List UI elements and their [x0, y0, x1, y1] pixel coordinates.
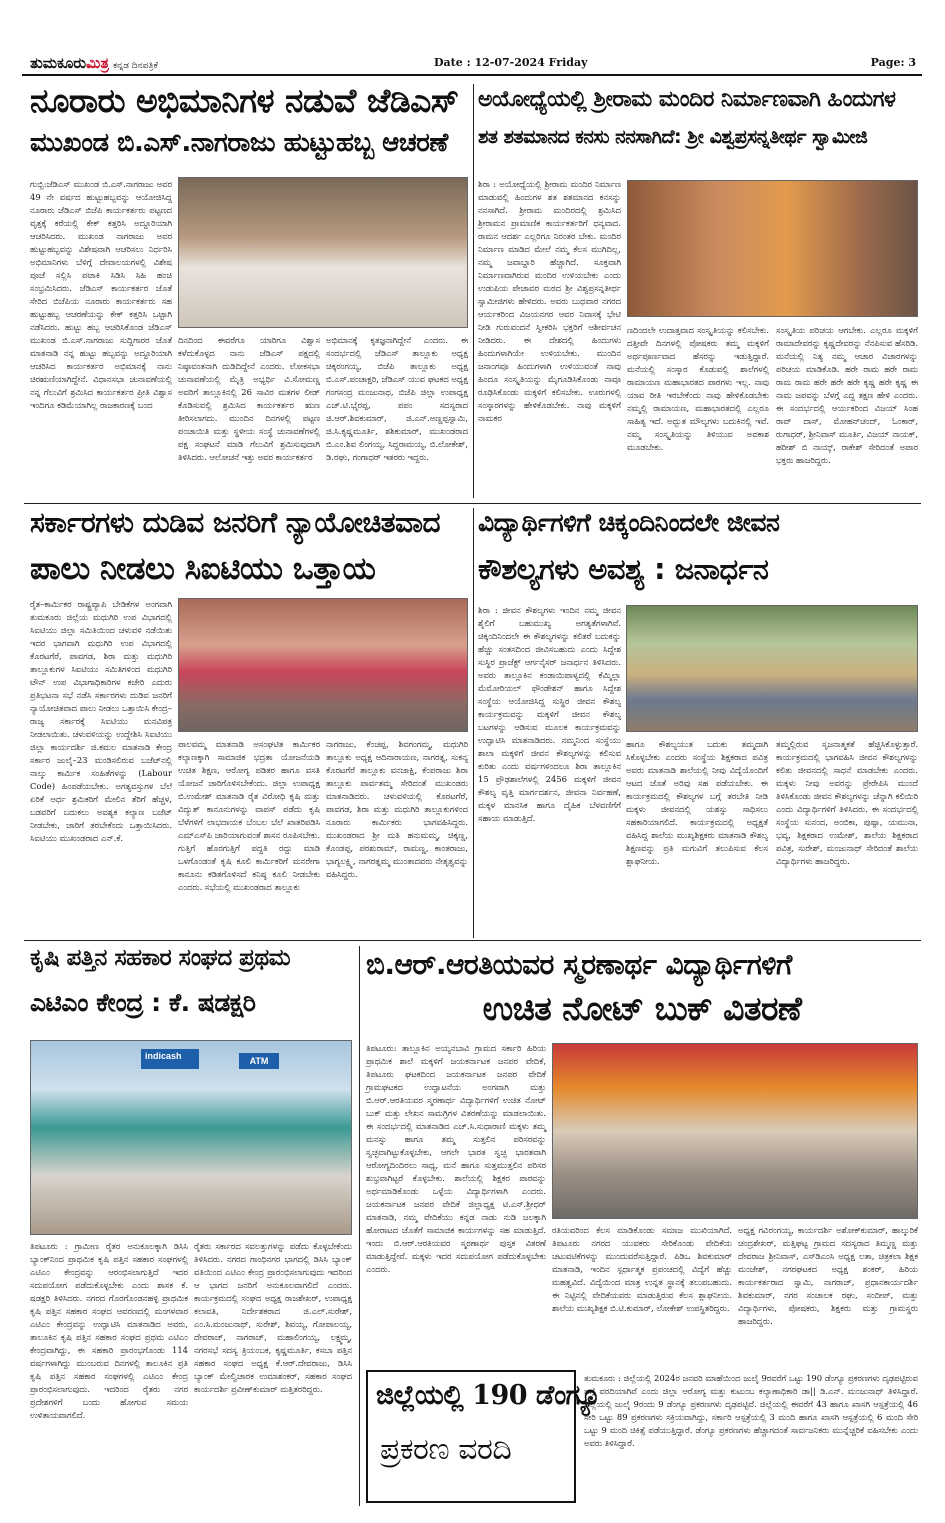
newspaper-logo: ತುಮಕೂರುಮಿತ್ರ ಕನ್ನಡ ದಿನಪತ್ರಿಕೆ: [30, 54, 158, 72]
a3-headline-line1: ಸರ್ಕಾರಗಳು ದುಡಿವ ಜನರಿಗೆ ನ್ಯಾಯೋಚಿತವಾದ: [30, 506, 441, 539]
a1-photo-birthday-celebration: [178, 177, 468, 328]
a1-column-right: ಅಭಿಮಾನಕ್ಕೆ ಕೃತಜ್ಞನಾಗಿದ್ದೇನೆ ಎಂದರು. ಈ ಸಂದರ್ಭದಲ್ಲಿ ಜೆಡಿಎಸ್ ತಾಲ್ಲೂಕು ಅಧ್ಯಕ್ಷ ಚಿಕ್ಕರಂಗಯ್ಯ, ಬಿಜೆಪಿ ತಾಲ್ಲೂಕು ಅಧ್ಯಕ್ಷ ಬಿ.ಎಸ್.ಪಂಚಾಕ್ಷರಿ, ಜೆಡಿಎಸ್ ಯುವ ಘಟಕದ ಅಧ್ಯಕ್ಷ ಗಂಗಸಂದ್ರ ಮಂಜುನಾಥ, ಬಿಜೆಪಿ ಜಿಲ್ಲಾ ಉಪಾಧ್ಯಕ್ಷ ಎಚ್.ಟಿ.ಭೈರಪ್ಪ, ಪಪಂ ಸದಸ್ಯರಾದ ಜಿ.ಆರ್.ಶಿವಕುಮಾರ್, ಜಿ.ಎನ್.ಅಣ್ಣಪ್ಪಸ್ವಾಮಿ, ಜಿ.ಸಿ.ಕೃಷ್ಣಮೂರ್ತಿ, ಶಶಿಕುಮಾರ್, ಮುಖಂಡರಾದ ಬಿ.ಎಂ.ಶಿವ ಲಿಂಗಯ್ಯ, ಸಿದ್ದರಾಮಯ್ಯ, ಬಿ.ಲೋಕೇಶ್, ಡಿ.ರಘು, ಗಂಗಾಧರ್ ಇತರರು ಇದ್ದರು.: [326, 335, 468, 463]
masthead: [22, 52, 922, 76]
a5-headline-line2: ಎಟಿಎಂ ಕೇಂದ್ರ : ಕೆ. ಷಡಕ್ಷರಿ: [30, 988, 256, 1017]
a6-headline-line2: ಉಚಿತ ನೋಟ್ ಬುಕ್ ವಿತರಣೆ: [482, 989, 802, 1028]
a3-column-middle: ಪಾಲವಮ್ಮ ಮಾತನಾಡಿ ಅಸಂಘಟಿತ ಕಾರ್ಮಿಕರ ಕಲ್ಯಾಣಕ್ಕಾಗಿ ಸಾಮಾಜಿಕ ಭದ್ರತಾ ಯೋಜನೆಯಡಿ ಉಚಿತ ಶಿಕ್ಷಣ, ಆರೋಗ್ಯ ಪಡಿತರ ಹಾಗೂ ವಸತಿ ಯೋಜನೆ ಜಾರಿಗೊಳಿಸಬೇಕೆಂದು. ಜಿಲ್ಲಾ ಉಪಾಧ್ಯಕ್ಷ ಬಿ.ಉಮೇಶ್ ಮಾತನಾಡಿ ರೈತ ವಿರೋಧಿ ಕೃಷಿ ಮತ್ತು ವಿದ್ಯುತ್ ಕಾನೂನುಗಳನ್ನು ವಾಪಸ್ ಪಡೆದು ಕೃಷಿ ಬೆಳೆಗಳಿಗೆ ಲಾಭದಾಯಕ ಬೆಂಬಲ ಬೆಲೆ ಖಾತರಿಪಡಿಸಿ ಎಮ್‌ಎಸ್‌ಪಿ ಜಾರಿಯಾಗುವಂತೆ ಶಾಸನ ರೂಪಿಸಬೇಕು. ಗುತ್ತಿಗೆ ಹೊರಗುತ್ತಿಗೆ ಪದ್ಧತಿ ರದ್ದು ಮಾಡಿ ಒಳಗೊಂಡಂತೆ ಕೃಷಿ ಕೂಲಿ ಕಾರ್ಮಿಕರಿಗೆ ಮನರೇಗಾ ಕಾನೂನು ಕಡಿತಗೊಳಿಸದೆ ಕನಿಷ್ಠ ಕೂಲಿ ನೀಡಬೇಕು ಎಂದರು. ಸಭೆಯಲ್ಲಿ ಮುಖಂಡರಾದ ತಾಲ್ಲೂಕು: [178, 739, 320, 893]
a3-headline-line2: ಪಾಲು ನೀಡಲು ಸಿಐಟಿಯು ಒತ್ತಾಯ: [30, 551, 376, 587]
a1-headline-line2: ಮುಖಂಡ ಬಿ.ಎಸ್.ನಾಗರಾಜು ಹುಟ್ಟುಹಬ್ಬ ಆಚರಣೆ: [30, 128, 448, 158]
a3-column-right: ನಾಗರಾಜು, ಕೆಂಚಪ್ಪ, ಶಿವಗಂಗಮ್ಮ, ಮಧುಗಿರಿ ತಾಲ್ಲೂಕು ಅಧ್ಯಕ್ಷ ಆದಿನಾರಾಯಣ, ನಾಗರತ್ನ, ಸುಕನ್ಯ ಕೊರಟಗೆರೆ ತಾಲ್ಲೂಕು ವನಜಾಕ್ಷಿ, ಕೆಂಪರಾಜು ಶಿರಾ ತಾಲ್ಲೂಕು ಪಾರ್ವತಮ್ಮ ಸೇರಿದಂತೆ ಮುಖಂಡರು ಮಾತನಾಡಿದರು. ಚಳುವಳಿಯಲ್ಲಿ ಕೊರಟಗೆರೆ, ಪಾವಗಡ, ಶಿರಾ ಮತ್ತು ಮಧುಗಿರಿ ತಾಲ್ಲೂಕುಗಳಿಂದ ನೂರಾರು ಕಾರ್ಮಿಕರು ಭಾಗವಹಿಸಿದ್ದರು. ಮುಖಂಡರಾದ ಶ್ರೀ ಮತಿ ಹನುಮಮ್ಮ, ಚಿಕ್ಕಣ್ಣ, ಕೊಂಡಪ್ಪ, ಪರಶುರಾಮ್, ರಾಮಣ್ಣ, ಕಾಂತರಾಜು, ಭಾಗ್ಯಲಕ್ಷ್ಮಿ, ನಾಗರತ್ನಮ್ಮ ಮುಂತಾದವರು ನೇತೃತ್ವವನ್ನು ವಹಿಸಿದ್ದರು.: [326, 739, 468, 880]
a7-headline-line2: ಪ್ರಕರಣ ವರದಿ: [380, 1432, 512, 1467]
a5-photo-atm-inauguration: [30, 1040, 352, 1235]
tagline: ಕನ್ನಡ ದಿನಪತ್ರಿಕೆ: [112, 61, 158, 71]
a4-column-left: ಶಿರಾ : ಜೀವನ ಕೌಶಲ್ಯಗಳು ಇಂದಿನ ನಮ್ಮ ಜೀವನ ಶೈಲಿಗೆ ಬಹುಮುಖ್ಯ ಅಗತ್ಯತೆಗಳಾಗಿವೆ. ಚಿಕ್ಕಂದಿನಿಂದಲೇ ಈ ಕೌಶಲ್ಯಗಳನ್ನು ಕಲಿತರೆ ಬದುಕನ್ನು ಹೆಚ್ಚು ಸಂತಸದಿಂದ ಜೀವಿಸಬಹುದು ಎಂದು ಸಿದ್ದೇಶ ಸುಸ್ಥಿರ ಪ್ರಾಜೆಕ್ಟ್ ಆರ್ಗನೈಸರ್ ಜನಾರ್ಧನ ತಿಳಿಸಿದರು. ಅವರು ತಾಲ್ಲೂಕಿನ ಕಂಡಾಯಿಪಾಳ್ಯದಲ್ಲಿ ಕೆಮ್ಮಿಲ್ಲಾ ಮೆಮೋರಿಯಲ್ ಫೌಂಡೇಶನ್ ಹಾಗೂ ಸಿದ್ದೇಶ ಸಂಸ್ಥೆಯ ಆಯೋಜಿಸಿದ್ದ ಸುಸ್ಥಿರ ಜೀವನ ಕೌಶಲ್ಯ ಕಾರ್ಯಕ್ರಮವನ್ನು ಮಕ್ಕಳಿಗೆ ಜೀವನ ಕೌಶಲ್ಯ ಬಟಗಳನ್ನು ಆಡಿಸುವ ಮೂಲಕ ಕಾರ್ಯಕ್ರಮವನ್ನು ಉದ್ಘಾಟಿಸಿ ಮಾತನಾಡಿದರು. ನಮ್ಮನಿಂದ ಸಂಸ್ಥೆಯು ಶಾಲಾ ಮಕ್ಕಳಿಗೆ ಜೀವನ ಕೌಶಲ್ಯಗಳನ್ನು ಕಲಿಸುವ ಕುರಿತು ಎಂದು ವರ್ಷಗಳಿಂದಲೂ ಶಿರಾ ತಾಲ್ಲೂಕಿನ 15 ಪ್ರೌಢಶಾಲೆಗಳಲ್ಲಿ 2456 ಮಕ್ಕಳಿಗೆ ಜೀವನ ಕೌಶಲ್ಯ ವೃತ್ತಿ ಮಾರ್ಗದರ್ಶನ, ಜೀವನಾ ನಿರ್ವಹಣೆ, ಮಕ್ಕಳ ಮಾನಸಿಕ ಹಾಗೂ ದೈಹಿಕ ಬೆಳವಣಿಗೆಗೆ ಸಹಾಯ ಮಾಡುತ್ತಿದೆ.: [478, 605, 621, 824]
page-number: Page: 3: [870, 56, 916, 69]
indicash-sign: indicash: [141, 1049, 199, 1069]
a6-column-left: ತಿಪಟೂರು: ತಾಲ್ಲೂಕಿನ ಅಯ್ಯನಬಾವಿ ಗ್ರಾಮದ ಸರ್ಕಾರಿ ಹಿರಿಯ ಪ್ರಾಥಮಿಕ ಶಾಲೆ ಮಕ್ಕಳಿಗೆ ಜಯಕರ್ನಾಟಕ ಜನಪರ ವೇದಿಕೆ, ತಿಪಟೂರು ಘಟಕದಿಂದ ಜಯಕರ್ನಾಟಕ ಜನಪರ ವೇದಿಕೆ ಗ್ರಾಮಘಟಕದ ಉದ್ಘಾಟನೆಯ ಅಂಗವಾಗಿ ಮತ್ತು ಬಿ.ಆರ್.ಆರತಿಯವರ ಸ್ಮರಣಾರ್ಥ ವಿದ್ಯಾರ್ಥಿಗಳಿಗೆ ಉಚಿತ ನೋಟ್ ಬುಕ್ ಮತ್ತು ಲೇಖನ ಸಾಮಗ್ರಿಗಳ ವಿತರಣೆಯನ್ನು ಮಾಡಲಾಯಿತು. ಈ ಸಂದರ್ಭದಲ್ಲಿ ಮಾತನಾಡಿದ ಎಚ್.ಸಿ.ಸುಧಾರಾಣಿ ಮಕ್ಕಳು ತಮ್ಮ ಮನಸ್ಸು ಹಾಗೂ ತಮ್ಮ ಸುತ್ತಲಿನ ಪರಿಸರವನ್ನು ಸ್ವಚ್ಛವಾಗಿಟ್ಟುಕೊಳ್ಳಬೇಕು, ಆಗಲೇ ಭಾರತ ಸ್ವಚ್ಛ ಭಾರತವಾಗಿ ಆರೋಗ್ಯದಿಂದಿರಲು ಸಾಧ್ಯ, ಮನೆ ಹಾಗೂ ಸುತ್ತಮುತ್ತಲಿನ ಪರಿಸರ ಶುಭ್ರವಾಗಿಟ್ಟರೆ ಕೊಳ್ಳಬೇಕು. ಶಾಲೆಯಲ್ಲಿ ಶಿಕ್ಷಕರ ಪಾಠವನ್ನು ಅರ್ಥಮಾಡಿಕೊಂಡು ಒಳ್ಳೆಯ ವಿದ್ಯಾರ್ಥಿಗಳಾಗಿ ಎಂದರು. ಜಯಕರ್ನಾಟಕ ಜನಪರ ವೇದಿಕೆ ಜಿಲ್ಲಾಧ್ಯಕ್ಷ ಟಿ.ಎಸ್.ಶ್ರೀಧರ್ ಮಾತನಾಡಿ, ನಮ್ಮ ವೇದಿಕೆಯು ಕನ್ನಡ ನಾಡು ನುಡಿ ಜಲಕ್ಕಾಗಿ ಹೋರಾಟದ ಜೊತೆಗೆ ಸಾಮಾಜಿಕ ಕಾರ್ಯಗಳನ್ನು ಸಹ ಮಾಡುತ್ತಿದೆ. ಇಂದು ಬಿ.ಆರ್.ಆರತಿಯವರ ಸ್ಮರಣಾರ್ಥ ಪುಸ್ತಕ ವಿತರಣೆ ಮಾಡುತ್ತಿದ್ದೇವೆ. ಮಕ್ಕಳು ಇದರ ಸದುಪಯೋಗ ಪಡೆದುಕೊಳ್ಳಬೇಕು ಎಂದರು.: [366, 1043, 546, 1275]
a2-column-middle: ಣದಿಂದಲೇ ಉದಾತ್ತವಾದ ಸಂಸ್ಕೃತಿಯನ್ನು ಕಲಿಸಬೇಕು. ದತ್ತೀವೇ ದಿನಗಳಲ್ಲಿ ಪೋಷಕರು ತಮ್ಮ ಮಕ್ಕಳಿಗೆ ಅರ್ಥಪೂರ್ಣವಾದ ಹೆಸರನ್ನು ಇಡುತ್ತಿದ್ದಾರೆ. ಮನೆಯಲ್ಲಿ ಸಂಸ್ಕಾರ ಕೊಡುವಲ್ಲಿ ಶಾಲೆಗಳಲ್ಲಿ ರಾಮಾಯಣ ಮಹಾಭಾರತದ ಪಾಠಗಳು ಇಲ್ಲ. ನಾವು ಯಾವ ರೀತಿ ಇರಬೇಕೆಂದು ನಾವು ಹೇಳಿಕೊಡಬೇಕು ನಮ್ಮಲ್ಲಿ ರಾಮಾಯಣ, ಮಹಾಭಾರತದಲ್ಲಿ ಎಲ್ಲರೂ ಸಾಹಿತ್ಯ ಇದೆ. ಅದ್ಭುತ ಮೌಲ್ಯಗಳು ಬದುಕಿನಲ್ಲಿ ಇವೆ. ನಮ್ಮ ಸಂಸ್ಕೃತಿಯನ್ನು ತಿಳಿಯುವ ಅವಕಾಶ ಮೂಡಬೇಕು.: [627, 325, 769, 453]
a1-column-left: ಗುಬ್ಬಿ:ಜೆಡಿಎಸ್ ಮುಖಂಡ ಬಿ.ಎಸ್.ನಾಗರಾಜು ಅವರ 49 ನೇ ವರ್ಷದ ಹುಟ್ಟುಹಬ್ಬವನ್ನು ಆಯೋಜಿಸಿದ್ದ ನೂರಾರು ಜೆಡಿಎಸ್ ಬಿಜೆಪಿ ಕಾರ್ಯಕರ್ತರು ಪಟ್ಟಣದ ವೃತ್ತಕ್ಕೆ ಕರೆಯಲ್ಲಿ ಕೇಕ್ ಕತ್ತರಿಸಿ ಅದ್ದೂರಿಯಾಗಿ ಆಚರಿಸಿದರು. ಮುಖಂಡ ನಾಗರಾಜು ಅವರ ಹುಟ್ಟುಹಬ್ಬವನ್ನು ವಿಶೇಷವಾಗಿ ಆಚರಿಸಲು ನಿರ್ಧರಿಸಿ ಅಭಿಮಾನಿಗಳು ಬೆಳಿಗ್ಗೆ ದೇವಾಲಯಗಳಲ್ಲಿ ವಿಶೇಷ ಪೂಜೆ ಸಲ್ಲಿಸಿ ಪಟಾಕಿ ಸಿಡಿಸಿ ಸಿಹಿ ಹಂಚಿ ಸಂಭ್ರಮಿಸಿದರು. ಜೆಡಿಎಸ್ ಕಾರ್ಯಕರ್ತರ ಜೊತೆ ಸೇರಿದ ಬಿಜೆಪಿಯ ನೂರಾರು ಕಾರ್ಯಕರ್ತರು ಸಹ ಹುಟ್ಟುಹಬ್ಬ ಆಚರಣೆಯನ್ನು ಕೇಕ್ ಕತ್ತರಿಸಿ ಒಟ್ಟಾಗಿ ನಡೆಸಿದರು. ಹುಟ್ಟು ಹಬ್ಬ ಆಚರಿಸಿಕೊಂಡ ಜೆಡಿಎಸ್ ಮುಖಂಡ ಬಿ.ಎಸ್.ನಾಗರಾಜು ಸುದ್ದಿಗಾರರ ಜೊತೆ ಮಾತನಾಡಿ ನನ್ನ ಹುಟ್ಟು ಹಬ್ಬವನ್ನು ಅದ್ದೂರಿಯಾಗಿ ಆಚರಿಸಿದ ಕಾರ್ಯಕರ್ತರ ಅಭಿಮಾನಕ್ಕೆ ನಾನು ಚಿರಋಣಿಯಾಗಿದ್ದೇನೆ. ವಿಧಾನಸಭಾ ಚುನಾವಣೆಯಲ್ಲಿ ನನ್ನ ಗೆಲುವಿಗೆ ಶ್ರಮಿಸಿದ ಕಾರ್ಯಕರ್ತರ ಪ್ರೀತಿ ವಿಶ್ವಾಸ ಇಂದಿಗೂ ಕಡಿಮೆಯಾಗಿಲ್ಲ ರಾಜಕಾರಣಕ್ಕೆ ಬಂದ: [30, 179, 172, 411]
a7-headline-line1: ಜಿಲ್ಲೆಯಲ್ಲಿ 190 ಡೆಂಗ್ಯೂ: [376, 1380, 601, 1411]
a5-column-left: ತಿಪಟೂರು : ಗ್ರಾಮೀಣ ರೈತರ ಅನುಕೂಲಕ್ಕಾಗಿ ಡಿಸಿಸಿ ಬ್ಯಾಂಕ್‌ನಿಂದ ಪ್ರಾಥಮಿಕ ಕೃಷಿ ಪತ್ತಿನ ಸಹಕಾರ ಸಂಘಗಳಲ್ಲಿ ಎಟಿಎಂ ಕೇಂದ್ರವನ್ನು ಆರಂಭಿಸಲಾಗುತ್ತಿದೆ ಇದರ ಸದುಪಯೋಗ ಪಡೆದುಕೊಳ್ಳಬೇಕು ಎಂದು ಶಾಸಕ ಕೆ. ಷಡಕ್ಷರಿ ತಿಳಿಸಿದರು. ನಗರದ ಗೊರಗೊಂಡನಹಳ್ಳಿ ಪ್ರಾಥಮಿಕ ಕೃಷಿ ಪತ್ತಿನ ಸಹಕಾರ ಸಂಘದ ಆವರಣದಲ್ಲಿ ಮಂಗಳವಾರ ಎಟಿಎಂ ಕೇಂದ್ರವನ್ನು ಉದ್ಘಾಟಿಸಿ ಮಾತನಾಡಿದ ಅವರು, ತಾಲೂಕಿನ ಕೃಷಿ ಪತ್ತಿನ ಸಹಕಾರ ಸಂಘದ ಪ್ರಥಮ ಎಟಿಎಂ ಕೇಂದ್ರವಾಗಿದ್ದು, ಈ ಸಹಕಾರಿ ಪ್ರಾರಂಭಗೊಂಡು 114 ವರ್ಷಗಳಾಗಿದ್ದು ಮುಂಬರುವ ದಿನಗಳಲ್ಲಿ ತಾಲೂಕಿನ ಪ್ರತಿ ಕೃಷಿ ಪತ್ತಿನ ಸಹಕಾರ ಸಂಘಗಳಲ್ಲಿ ಎಟಿಎಂ ಕೇಂದ್ರ ಪ್ರಾರಂಭಿಸಲಾಗುವುದು. ಇದರಿಂದ ರೈತರು ನಗರ ಪ್ರದೇಶಗಳಿಗೆ ಬಂದು ಹೋಗುವ ಸಮಯ ಉಳಿತಾಯವಾಗಲಿದೆ.: [30, 1241, 188, 1421]
row-divider-2: [24, 940, 921, 941]
issue-date: Date : 12-07-2024 Friday: [434, 56, 588, 69]
column-divider-middle: [473, 508, 474, 938]
masthead-rule: [22, 74, 922, 76]
a4-headline-line2: ಕೌಶಲ್ಯಗಳು ಅವಶ್ಯ : ಜನಾರ್ಧನ: [478, 552, 769, 586]
a6-photo-notebook-distribution: [552, 1043, 918, 1219]
a4-photo-students-group: [626, 605, 918, 732]
a4-column-middle: ಹಾಗೂ ಕೌಶಲ್ಯಯುತ ಬದುಕು ತಮ್ಮದಾಗಿ ಸಿಕೊಳ್ಳಬೇಕು ಎಂದರು ಸಂಸ್ಥೆಯ ಶಿಕ್ಷಕರಾದ ಪವಿತ್ರ ಅವರು ಮಾತನಾಡಿ ಶಾಲೆಯಲ್ಲಿ ನೀವು ವಿದ್ಯೆಯೊಂದಿಗೆ ಆಟದ ಜೊತೆ ಅರಿವು ಸಹ ಪಡೆಯಬೇಕು. ಈ ಕಾರ್ಯಕ್ರಮದಲ್ಲಿ ಕೌಶಲ್ಯಗಳ ಬಗ್ಗೆ ತರಬೇತಿ ನೀಡಿ ಮಕ್ಕಳು ಜೀವನದಲ್ಲಿ ಯಶಸ್ಸು ಸಾಧಿಸಲು ಸಹಕಾರಿಯಾಗಲಿದೆ. ಕಾರ್ಯಕ್ರಮದಲ್ಲಿ ಅಧ್ಯಕ್ಷತೆ ವಹಿಸಿದ್ದ ಶಾಲೆಯ ಮುಖ್ಯಶಿಕ್ಷಕರು ಮಾತನಾಡಿ ಕೌಶಲ್ಯ ಶಿಕ್ಷಣವನ್ನು ಪ್ರತಿ ಮಗುವಿಗೆ ತಲುಪಿಸುವ ಕೆಲಸ ಶ್ಲಾಘನೀಯ.: [626, 739, 768, 867]
a3-photo-citu-protest: [178, 598, 468, 732]
a7-body: ತುಮಕೂರು : ಜಿಲ್ಲೆಯಲ್ಲಿ 2024ರ ಜನವರಿ ಮಾಹೆಯಿಂದ ಜುಲೈ 9ರವರೆಗೆ ಒಟ್ಟು 190 ಡೆಂಗ್ಯೂ ಪ್ರಕರಣಗಳು ದೃಢಪಟ್ಟಿರುವ ಬಗ್ಗೆ ವರದಿಯಾಗಿವೆ ಎಂದು ಜಿಲ್ಲಾ ಆರೋಗ್ಯ ಮತ್ತು ಕುಟುಂಬ ಕಲ್ಯಾಣಾಧಿಕಾರಿ ಡಾ|| ಡಿ.ಎನ್. ಮಂಜುನಾಥ್ ತಿಳಿಸಿದ್ದಾರೆ. ಜಿಲ್ಲೆಯಲ್ಲಿ ಜುಲೈ 9ರಂದು 9 ಡೆಂಗ್ಯೂ ಪ್ರಕರಣಗಳು ದೃಢಪಟ್ಟಿವೆ. ಜಿಲ್ಲೆಯಲ್ಲಿ ಈವರೆಗೆ 43 ಹಾಗೂ ಖಾಸಗಿ ಆಸ್ಪತ್ರೆಯಲ್ಲಿ 46 ಸೇರಿ ಒಟ್ಟು 89 ಪ್ರಕರಣಗಳು ಸಕ್ರಿಯವಾಗಿದ್ದು, ಸರ್ಕಾರಿ ಆಸ್ಪತ್ರೆಯಲ್ಲಿ 3 ಮಂದಿ ಹಾಗೂ ಖಾಸಗಿ ಆಸ್ಪತ್ರೆಯಲ್ಲಿ 6 ಮಂದಿ ಸೇರಿ ಒಟ್ಟು 9 ಮಂದಿ ಚಿಕಿತ್ಸೆ ಪಡೆಯುತ್ತಿದ್ದಾರೆ. ಡೆಂಗ್ಯೂ ಪ್ರಕರಣಗಳು ಹೆಚ್ಚಾಗದಂತೆ ಸಾರ್ವಜನಿಕರು ಮುನ್ನೆಚ್ಚರಿಕೆ ವಹಿಸಬೇಕು ಎಂದು ಅವರು ತಿಳಿಸಿದ್ದಾರೆ.: [584, 1373, 918, 1449]
a4-headline-line1: ವಿದ್ಯಾರ್ಥಿಗಳಿಗೆ ಚಿಕ್ಕಂದಿನಿಂದಲೇ ಜೀವನ: [478, 508, 780, 537]
a6-headline-line1: ಬಿ.ಆರ್.ಆರತಿಯವರ ಸ್ಮರಣಾರ್ಥ ವಿದ್ಯಾರ್ಥಿಗಳಿಗೆ: [366, 948, 792, 981]
a4-column-right: ತಮ್ಮಲ್ಲಿರುವ ಸೃಜನಾತ್ಮಕತೆ ಹೆಚ್ಚಿಸಿಕೊಳ್ಳುತ್ತಾರೆ. ಕಾರ್ಯಕ್ರಮದಲ್ಲಿ ಭಾಗವಹಿಸಿ ಜೀವನ ಕೌಶಲ್ಯಗಳನ್ನು ಕಲಿತು ಜೀವನದಲ್ಲಿ ಸಾಧನೆ ಮಾಡಬೇಕು ಎಂದರು. ಮಕ್ಕಳು ನೀವು ಅವರನ್ನು ಪ್ರೇರೇಪಿಸಿ ಮುಂದೆ ತಿಳಿಸಿಕೊಂಡು ಜೀವನ ಕೌಶಲ್ಯಗಳನ್ನು ಚೆನ್ನಾಗಿ ಕಲಿಯಿರಿ ಎಂದು ವಿದ್ಯಾರ್ಥಿಗಳಿಗೆ ತಿಳಿಸಿದರು. ಈ ಸಂದರ್ಭದಲ್ಲಿ ಸಂಸ್ಥೆಯ ಸುನಂದ, ಅಂಬಿಕಾ, ಪುಷ್ಪಾ, ಯಮುನಾ, ಭವ್ಯ, ಶಿಕ್ಷಕರಾದ ಉಮೇಶ್, ಶಾಲೆಯ ಶಿಕ್ಷಕರಾದ ಪವಿತ್ರ, ಸುರೇಶ್, ಮಂಜುನಾಥ್ ಸೇರಿದಂತೆ ಶಾಲೆಯ ವಿದ್ಯಾರ್ಥಿಗಳು ಹಾಜರಿದ್ದರು.: [776, 739, 918, 867]
row-divider-1: [24, 503, 921, 504]
a2-headline-line1: ಅಯೋಧ್ಯೆಯಲ್ಲಿ ಶ್ರೀರಾಮ ಮಂದಿರ ನಿರ್ಮಾಣವಾಗಿ ಹಿಂದುಗಳ: [478, 87, 896, 112]
a7-headline-box: [366, 1370, 601, 1503]
a5-headline-line1: ಕೃಷಿ ಪತ್ತಿನ ಸಹಕಾರ ಸಂಘದ ಪ್ರಥಮ: [30, 945, 291, 971]
atm-sign: ATM: [239, 1053, 279, 1069]
a5-column-right: ರೈತರು ಸರ್ಕಾರದ ಸವಲತ್ತುಗಳನ್ನು ಪಡೆದು ಕೊಳ್ಳಬೇಕೆಂದು ತಿಳಿಸಿದರು. ನಗರದ ಗಾಂಧಿನಗರ ಭಾಗದಲ್ಲಿ ಡಿಸಿಸಿ ಬ್ಯಾಂಕ್ ವತಿಯಿಂದ ಎಟಿಎಂ ಕೇಂದ್ರ ಪ್ರಾರಂಭಿಸಲಾಗುವುದು ಇದರಿಂದ ಆ ಭಾಗದ ಜನರಿಗೆ ಅನುಕೂಲವಾಗಲಿದೆ ಎಂದರು. ಕಾರ್ಯಕ್ರಮದಲ್ಲಿ ಸಂಘದ ಅಧ್ಯಕ್ಷ ರಾಜಶೇಖರ್, ಉಪಾಧ್ಯಕ್ಷ ಕಲಾವತಿ, ನಿರ್ದೇಶಕರಾದ ಜಿ.ಎಲ್.ಸುರೇಶ್, ಎಂ.ಸಿ.ಮಂಜುನಾಥ್, ಸುರೇಶ್, ಶಿವಯ್ಯ, ಗೋಪಾಲಯ್ಯ, ದೇವರಾಜ್, ನಾಗರಾಜ್, ಮಹಾಲಿಂಗಯ್ಯ, ಲಕ್ಷ್ಮಮ್ಮ, ನಗರಸಭೆ ಸದಸ್ಯ ತ್ರಿಯಂಬಕ, ಕೃಷ್ಣಮೂರ್ತಿ, ಕಸಬಾ ಪತ್ತಿನ ಸಹಕಾರ ಸಂಘದ ಅಧ್ಯಕ್ಷ ಕೆ.ಆರ್.ದೇವರಾಜು, ಡಿಸಿಸಿ ಬ್ಯಾಂಕ್ ಮೇಲ್ವಿಚಾರಕ ಉಮಾಶಂಕರ್, ಸಹಕಾರ ಸಂಘದ ಕಾರ್ಯದರ್ಶಿ ಪ್ರವೀಣ್‌ಕುಮಾರ್ ಮತ್ತಿತರರಿದ್ದರು.: [194, 1241, 352, 1395]
column-divider-bottom: [359, 946, 360, 1506]
column-divider-top: [473, 84, 474, 498]
a3-column-left: ರೈತ–ಕಾರ್ಮಿಕರ ರಾಷ್ಟ್ರವ್ಯಾಪಿ ಬೇಡಿಕೆಗಳ ಅಂಗವಾಗಿ ತುಮಕೂರು ಜಿಲ್ಲೆಯ ಮಧುಗಿರಿ ಉಪ ವಿಭಾಗದಲ್ಲಿ ಸಿಐಟಿಯು ಜಿಲ್ಲಾ ಸಮಿತಿಯಿಂದ ಚಳುವಳಿ ನಡೆಯಿತು ಇದರ ಭಾಗವಾಗಿ ಮಧುಗಿರಿ ಉಪ ವಿಭಾಗದಲ್ಲಿ ಕೊರಟಗೆರೆ, ಪಾವಗಡ, ಶಿರಾ ಮತ್ತು ಮಧುಗಿರಿ ತಾಲ್ಲೂಕುಗಳ ಸಿಐಟಿಯು ಸಮಿತಿಗಳಿಂದ ಮಧುಗಿರಿ ಟೌನ್ ಉಪ ವಿಭಾಗಾಧಿಕಾರಿಗಳ ಕಚೇರಿ ಎದುರು ಪ್ರತಿಭಟನಾ ಸಭೆ ನಡೆಸಿ ಸರ್ಕಾರಗಳು ದುಡಿವ ಜನರಿಗೆ ನ್ಯಾಯೋಚಿತವಾದ ಪಾಲು ನೀಡಲು ಒತ್ತಾಯಿಸಿ ಕೇಂದ್ರ–ರಾಜ್ಯ ಸರ್ಕಾರಕ್ಕೆ ಸಿಐಟಿಯು ಮನವಿಪತ್ರ ನೀಡಲಾಯಿತು. ಚಳುವಳಿಯನ್ನು ಉದ್ದೇಶಿಸಿ ಸಿಐಟಿಯು ಜಿಲ್ಲಾ ಕಾರ್ಯದರ್ಶಿ ಜಿ.ಕಮಲ ಮಾತನಾಡಿ ಕೇಂದ್ರ ಸರ್ಕಾರ ಜುಲೈ–23 ಮಂಡಿಸಲಿರುವ ಬಜೆಟ್‌ನಲ್ಲಿ ನಾಲ್ಕು ಕಾರ್ಮಿಕ ಸಂಹಿತೆಗಳನ್ನು (Labour Code) ಹಿಂಪಡೆಯಬೇಕು. ಅಗತ್ಯವಸ್ತುಗಳ ಬೆಲೆ ಏರಿಕೆ ಅರ್ಧ ಶ್ರಮಿಕರಿಗೆ ಮೇಲಿನ ತೆರಿಗೆ ಹೆಚ್ಚಳ, ಬಡವರಿಗೆ ಬದುಕಲು ಅವಶ್ಯಕ ಕಲ್ಯಾಣ ಬಜೆಟ್ ನೀಡಬೇಕು, ಜಾರಿಗೆ ತರಬೇಕೆಂದು ಒತ್ತಾಯಿಸಿದರು. ಸಿಐಟಿಯು ಮುಖಂಡರಾದ ಎನ್.ಕೆ.: [30, 599, 172, 844]
a2-column-right: ಸಂಸ್ಕೃತಿಯ ಪರಿಚಯ ಆಗಬೇಕು. ಎಲ್ಲರೂ ಮಕ್ಕಳಿಗೆ ರಾಮಾದೇವರನ್ನು ಕೃಷ್ಣದೇವರನ್ನು ನೆನಪಿಸುವ ಹೆಸರಿಡಿ. ಮನೆಯಲ್ಲಿ ನಿತ್ಯ ನಮ್ಮ ಆಚಾರ ವಿಚಾರಗಳನ್ನು ಪರಿಚಯ ಮಾಡಿಕೊಡಿ. ಹರೇ ರಾಮ ಹರೇ ರಾಮ ರಾಮ ರಾಮ ಹರೇ ಹರೇ ಹರೇ ಕೃಷ್ಣ ಹರೇ ಕೃಷ್ಣ ಈ ನಾಮ ಜಪವನ್ನು ಬೆಳಗ್ಗೆ ಎದ್ದ ತಕ್ಷಣ ಹೇಳಿ ಎಂದರು. ಈ ಸಂದರ್ಭದಲ್ಲಿ ಆರ್ಯಕರಿಂದ ವಿಜಯ್ ಸಿಂಹ ರಾವ್ ದಾಸ್, ಮೋಹನ್‌ಚಂದ್, ಓಂಕಾರ್, ರುಗಾಧರ್, ಶ್ರೀನಿವಾಸ್ ಮೂರ್ತಿ, ವಿಜಯ್ ನಾಯಕ್, ಹರೀಶ್ ಬಿ ನಾಯ್ಕ್, ರಾಕೇಶ್ ಸೇರಿದಂತೆ ಅಪಾರ ಭಕ್ತರು ಹಾಜರಿದ್ದರು.: [776, 325, 918, 466]
a1-headline-line1: ನೂರಾರು ಅಭಿಮಾನಿಗಳ ನಡುವೆ ಜೆಡಿಎಸ್: [30, 81, 459, 120]
a6-column-middle: ರತಿಯವರಿಂದ ಕೆಲಸ ಮಾಡಿಕೊಂಡು ಸಮಾಜ ಮುಖಿಯಾಗಿದೆ. ತಿಪಟೂರು ನಗರದ ಯುವಕರು ಸೇರಿಕೊಂಡು ವೇದಿಕೆಯ ಚಟುವಟಿಕೆಗಳನ್ನು ಮುಂದುವರೆಸುತ್ತಿದ್ದಾರೆ. ಪಿಡಿಒ ಶಿವಕುಮಾರ್ ಮಾತನಾಡಿ, ಇಂದಿನ ಸ್ಪರ್ಧಾತ್ಮಕ ಪ್ರಪಂಚದಲ್ಲಿ ವಿದ್ಯೆಗೆ ಹೆಚ್ಚು ಮಹತ್ವವಿದೆ. ವಿದ್ಯೆಯಿಂದ ಮಾತ್ರ ಉನ್ನತ ಸ್ಥಾನಕ್ಕೆ ತಲುಪಬಹುದು. ಈ ನಿಟ್ಟಿನಲ್ಲಿ ವೇದಿಕೆಯವರು ಮಾಡುತ್ತಿರುವ ಕೆಲಸ ಶ್ಲಾಘನೀಯ. ಶಾಲೆಯ ಮುಖ್ಯಶಿಕ್ಷಕ ಬಿ.ಟಿ.ಕುಮಾರ್, ಲೋಕೇಶ್ ಉಪಸ್ಥಿತರಿದ್ದರು.: [552, 1225, 732, 1314]
a2-headline-line2: ಶತ ಶತಮಾನದ ಕನಸು ನನಸಾಗಿದೆ: ಶ್ರೀ ವಿಶ್ವಪ್ರಸನ್ನತೀರ್ಥ ಸ್ವಾಮೀಜಿ: [478, 126, 868, 148]
a2-photo-swamiji-devotees: [627, 180, 918, 317]
a2-column-left: ಶಿರಾ : ಅಯೋಧ್ಯೆಯಲ್ಲಿ ಶ್ರೀರಾಮ ಮಂದಿರ ನಿರ್ಮಾಣ ಮಾಡುವಲ್ಲಿ ಹಿಂದುಗಳ ಶತ ಶತಮಾನದ ಕನಸನ್ನು ನನಸಾಗಿದೆ. ಶ್ರೀರಾಮ ಮಂದಿರದಲ್ಲಿ ಶ್ರಮಿಸಿದ ಶ್ರೀರಾಮನ ಪ್ರಾಮಾಣಿಕ ಕಾರ್ಯಕರ್ತರಿಗೆ ಧನ್ಯವಾದ. ರಾಮನ ಆದರ್ಶ ಎಲ್ಲರಿಗೂ ನಿರಂತರ ಬೇಕು. ಮಂದಿರ ನಿರ್ಮಾಣ ಮಾಡಿದ ಮೇಲೆ ನಮ್ಮ ಕೆಲಸ ಮುಗಿದಿಲ್ಲ, ನಮ್ಮ ಜವಾಬ್ದಾರಿ ಹೆಚ್ಚಾಗಿದೆ. ಸೂಕ್ತವಾಗಿ ನಿರ್ಮಾಣವಾಗಿರುವ ಮಂದಿರ ಉಳಿಯಬೇಕು ಎಂದು ಉಡುಪಿಯ ಪೇಜಾವರ ಮಠದ ಶ್ರೀ ವಿಶ್ವಪ್ರಸನ್ನತೀರ್ಥ ಸ್ವಾಮೀಜಿಗಳು ಹೇಳಿದರು. ಅವರು ಬುಧವಾರ ನಗರದ ಆರ್ಯಕರಿಂದ ವಿಜಯನಗರ ಆವರ ನಿವಾಸಕ್ಕೆ ಭೇಟಿ ನೀಡಿ ಗುರುವಂದನೆ ಸ್ವೀಕರಿಸಿ ಭಕ್ತರಿಗೆ ಆಶೀರ್ವಚನ ನೀಡಿದರು. ಈ ದೇಶದಲ್ಲಿ ಹಿಂದುಗಳು ಹಿಂದುಗಳಾಗಿಯೇ ಉಳಿಯಬೇಕು. ಮುಂದಿನ ಜನಾಂಗವೂ ಹಿಂದುಗಳಾಗಿ ಉಳಿಯುವಂತೆ ನಾವು ಹಿಂದೂ ಸಂಸ್ಕೃತಿಯನ್ನು ಮೈಗೂಡಿಸಿಕೊಂಡು ನಾವೂ ರೂಢಿಸಿಕೊಂಡು ಮಕ್ಕಳಿಗೆ ಕಲಿಸಬೇಕು. ಊರುಗಳಲ್ಲಿ ಸಂಸ್ಕಾರಗಳನ್ನು ಹೇಳಿಕೊಡಬೇಕು. ನಾವು ಮಕ್ಕಳಿಗೆ ನಾಮಕರ: [478, 179, 621, 424]
a6-column-right: ಅಧ್ಯಕ್ಷ ಗವಿರಂಗಯ್ಯ, ಕಾರ್ಯದರ್ಶಿ ಅಶೋಕ್‌ಕುಮಾರ್, ಹಾಲ್ಕುರಿಕೆ ಚಂದ್ರಶೇಖರ್, ಮತ್ತಿಘಟ್ಟ ಗ್ರಾಮದ ಸದಸ್ಯರಾದ ತಿಮ್ಮಣ್ಣ ಮತ್ತು ದೇವರಾಜ ಶ್ರೀನಿವಾಸ್, ಎಸ್‌ಡಿಎಂಸಿ ಅಧ್ಯಕ್ಷ ಲತಾ, ಚಿತ್ರಕಲಾ ಶಿಕ್ಷಕ ಮಂಜೇಶ್, ನಗರಘಟಕದ ಅಧ್ಯಕ್ಷ ಶಂಕರ್, ಹಿರಿಯ ಕಾರ್ಯಕರ್ತರಾದ ಸ್ವಾಮಿ, ನಾಗರಾಜ್, ಪ್ರಧಾನಕಾರ್ಯದರ್ಶಿ ಶಿವಕುಮಾರ್, ನಗರ ಸಂಚಾಲಕ ರಘು, ಸಂದೀಪ್, ಮತ್ತು ವಿದ್ಯಾರ್ಥಿಗಳು, ಪೋಷಕರು, ಶಿಕ್ಷಕರು ಮತ್ತು ಗ್ರಾಮಸ್ಥರು ಹಾಜರಿದ್ದರು.: [738, 1225, 918, 1327]
a1-column-middle: ದಿನದಿಂದ ಈವರೆಗೂ ಯಾರಿಗೂ ವಿಶ್ವಾಸ ಕಳೆದುಕೊಳ್ಳದ ನಾನು ಜೆಡಿಎಸ್ ಪಕ್ಷದಲ್ಲಿ ನಿಷ್ಠಾವಂತನಾಗಿ ದುಡಿದಿದ್ದೇನೆ ಎಂದರು. ಲೋಕಸಭಾ ಚುನಾವಣೆಯಲ್ಲಿ ಮೈತ್ರಿ ಅಭ್ಯರ್ಥಿ ವಿ.ಸೋಮಣ್ಣ ಅವರಿಗೆ ತಾಲ್ಲೂಕಿನಲ್ಲಿ 26 ಸಾವಿರ ಮತಗಳ ಲೀಡ್ ಕೊಡಿಸುವಲ್ಲಿ ಶ್ರಮಿಸಿದ ಕಾರ್ಯಕರ್ತರ ಋಣ ತೀರಿಸಲಾಗದು. ಮುಂದಿನ ದಿನಗಳಲ್ಲಿ ಪಟ್ಟಣ ಪಂಚಾಯಿತಿ ಮತ್ತು ಸ್ಥಳೀಯ ಸಂಸ್ಥೆ ಚುನಾವಣೆಗಳಲ್ಲಿ ಪಕ್ಷ ಸಂಘಟನೆ ಮಾಡಿ ಗೆಲುವಿಗೆ ಶ್ರಮಿಸುವುದಾಗಿ ತಿಳಿಸಿದರು. ಆಲೋಚನೆ ಇತ್ತು ಅವರ ಕಾರ್ಯಕರ್ತರ: [178, 335, 320, 463]
